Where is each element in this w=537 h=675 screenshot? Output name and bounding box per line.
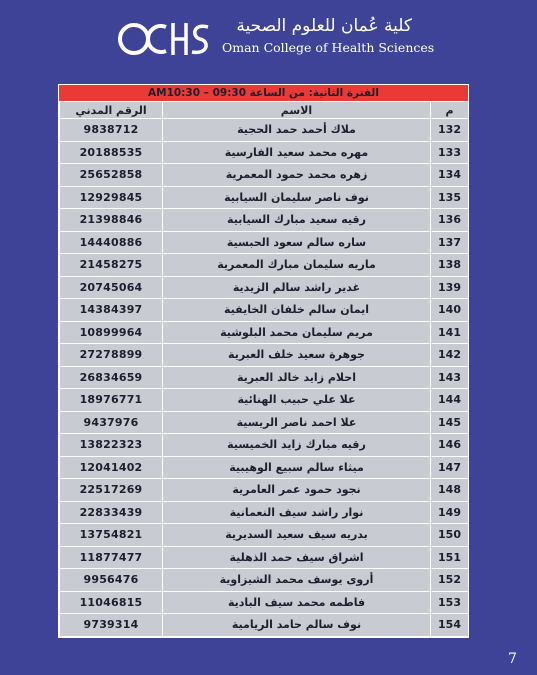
name-cell: جوهرة سعيد خلف العبرية bbox=[163, 344, 431, 367]
civil-id-cell: 22517269 bbox=[60, 479, 163, 502]
civil-id-cell: 21398846 bbox=[60, 209, 163, 232]
page-number: 7 bbox=[508, 651, 517, 667]
table-row bbox=[60, 141, 469, 164]
name-cell: نوار راشد سيف النعمانية bbox=[163, 501, 431, 524]
table-row bbox=[60, 209, 469, 232]
table-row bbox=[60, 344, 469, 367]
civil-id-cell: 20745064 bbox=[60, 276, 163, 299]
name-cell: نوف ناصر سليمان السيابية bbox=[163, 186, 431, 209]
civil-id-cell: 22833439 bbox=[60, 501, 163, 524]
civil-id-cell: 13822323 bbox=[60, 434, 163, 457]
table-body bbox=[60, 119, 469, 637]
number-cell: 151 bbox=[431, 546, 469, 569]
college-name-english: Oman College of Health Sciences bbox=[222, 40, 435, 55]
table-row bbox=[60, 569, 469, 592]
civil-id-cell: 9437976 bbox=[60, 411, 163, 434]
number-cell: 152 bbox=[431, 569, 469, 592]
number-cell: 148 bbox=[431, 479, 469, 502]
number-cell: 136 bbox=[431, 209, 469, 232]
period-banner: الفترة الثانية: من الساعة 09:30 – AM10:30 bbox=[59, 85, 468, 101]
number-cell: 145 bbox=[431, 411, 469, 434]
name-cell: ميثاء سالم سبيع الوهيبية bbox=[163, 456, 431, 479]
number-cell: 132 bbox=[431, 119, 469, 142]
civil-id-cell: 9956476 bbox=[60, 569, 163, 592]
number-cell: 140 bbox=[431, 299, 469, 322]
civil-id-cell: 18976771 bbox=[60, 389, 163, 412]
name-cell: ملاك أحمد حمد الحجية bbox=[163, 119, 431, 142]
number-cell: 141 bbox=[431, 321, 469, 344]
table-row bbox=[60, 546, 469, 569]
civil-id-cell: 25652858 bbox=[60, 164, 163, 187]
table-row bbox=[60, 186, 469, 209]
college-name-arabic: كلية عُمان للعلوم الصحية bbox=[236, 16, 412, 36]
civil-id-cell: 27278899 bbox=[60, 344, 163, 367]
table-row bbox=[60, 366, 469, 389]
table-row bbox=[60, 299, 469, 322]
table-row bbox=[60, 389, 469, 412]
table-row bbox=[60, 434, 469, 457]
college-logo-icon bbox=[118, 19, 214, 59]
table-row bbox=[60, 119, 469, 142]
number-cell: 154 bbox=[431, 614, 469, 637]
name-cell: نجود حمود عمر العامرية bbox=[163, 479, 431, 502]
table-row bbox=[60, 276, 469, 299]
table-row bbox=[60, 591, 469, 614]
name-cell: نوف سالم حامد الريامية bbox=[163, 614, 431, 637]
number-header: م bbox=[431, 102, 469, 119]
name-cell: ماريه سليمان مبارك المعمرية bbox=[163, 254, 431, 277]
table-row bbox=[60, 524, 469, 547]
number-cell: 149 bbox=[431, 501, 469, 524]
name-cell: علا علي حبيب الهنائية bbox=[163, 389, 431, 412]
number-cell: 150 bbox=[431, 524, 469, 547]
name-cell: أروى يوسف محمد الشيزاوية bbox=[163, 569, 431, 592]
student-list-table bbox=[59, 101, 469, 637]
table-row bbox=[60, 231, 469, 254]
name-cell: مريم سليمان محمد البلوشية bbox=[163, 321, 431, 344]
name-cell: رقيه سعيد مبارك السيابية bbox=[163, 209, 431, 232]
number-cell: 139 bbox=[431, 276, 469, 299]
civil-id-cell: 20188535 bbox=[60, 141, 163, 164]
civil-id-cell: 12929845 bbox=[60, 186, 163, 209]
name-header: الاسم bbox=[163, 102, 431, 119]
table-header-row bbox=[60, 102, 469, 119]
number-cell: 134 bbox=[431, 164, 469, 187]
name-cell: غدير راشد سالم الزيدية bbox=[163, 276, 431, 299]
civil-id-cell: 10899964 bbox=[60, 321, 163, 344]
table-row bbox=[60, 479, 469, 502]
name-cell: ايمان سالم خلفان الخايفية bbox=[163, 299, 431, 322]
table-row bbox=[60, 321, 469, 344]
name-cell: علا احمد ناصر الريسية bbox=[163, 411, 431, 434]
table-row bbox=[60, 411, 469, 434]
civil-id-cell: 13754821 bbox=[60, 524, 163, 547]
number-cell: 142 bbox=[431, 344, 469, 367]
number-cell: 146 bbox=[431, 434, 469, 457]
civil-id-cell: 12041402 bbox=[60, 456, 163, 479]
number-cell: 133 bbox=[431, 141, 469, 164]
number-cell: 137 bbox=[431, 231, 469, 254]
page-header bbox=[0, 0, 537, 70]
civil-id-cell: 26834659 bbox=[60, 366, 163, 389]
number-cell: 144 bbox=[431, 389, 469, 412]
number-cell: 147 bbox=[431, 456, 469, 479]
civil-id-cell: 11877477 bbox=[60, 546, 163, 569]
name-cell: ساره سالم سعود الحبسية bbox=[163, 231, 431, 254]
name-cell: اشراق سيف حمد الذهلية bbox=[163, 546, 431, 569]
table-row bbox=[60, 164, 469, 187]
number-cell: 153 bbox=[431, 591, 469, 614]
civil-id-cell: 14384397 bbox=[60, 299, 163, 322]
name-cell: رقيه مبارك زايد الخميسية bbox=[163, 434, 431, 457]
civil-id-header: الرقم المدني bbox=[60, 102, 163, 119]
name-cell: بدريه سيف سعيد السديرية bbox=[163, 524, 431, 547]
civil-id-cell: 9838712 bbox=[60, 119, 163, 142]
number-cell: 143 bbox=[431, 366, 469, 389]
table-row bbox=[60, 614, 469, 637]
civil-id-cell: 14440886 bbox=[60, 231, 163, 254]
table-row bbox=[60, 254, 469, 277]
civil-id-cell: 9739314 bbox=[60, 614, 163, 637]
civil-id-cell: 11046815 bbox=[60, 591, 163, 614]
table-row bbox=[60, 501, 469, 524]
number-cell: 135 bbox=[431, 186, 469, 209]
number-cell: 138 bbox=[431, 254, 469, 277]
civil-id-cell: 21458275 bbox=[60, 254, 163, 277]
name-cell: فاطمه محمد سيف البادية bbox=[163, 591, 431, 614]
name-cell: مهره محمد سعيد الفارسية bbox=[163, 141, 431, 164]
student-table bbox=[58, 84, 469, 638]
table-row bbox=[60, 456, 469, 479]
name-cell: احلام زايد خالد العبرية bbox=[163, 366, 431, 389]
name-cell: زهره محمد حمود المعمرية bbox=[163, 164, 431, 187]
